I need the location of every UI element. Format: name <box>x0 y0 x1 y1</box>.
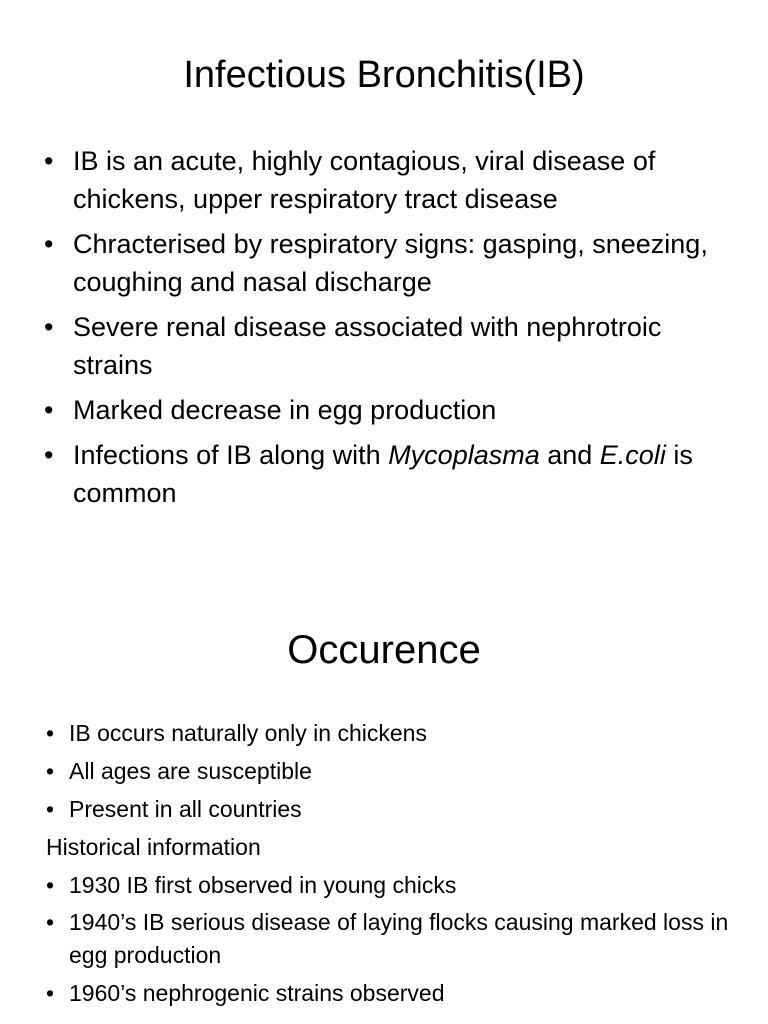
slide-title: Occurence <box>287 628 481 672</box>
bullet-list <box>46 716 736 1014</box>
text-fragment: and <box>539 440 600 470</box>
bullet-list <box>44 142 734 519</box>
list-item: • Marked decrease in egg production <box>44 391 734 429</box>
list-item: • IB is an acute, highly contagious, viral disease of chickens, upper respiratory tract disease <box>44 142 734 218</box>
italic-term-mycoplasma: Mycoplasma <box>388 440 540 470</box>
italic-term-ecoli: E.coli <box>599 440 666 470</box>
text-fragment: is common <box>73 440 693 508</box>
subheading: Historical information <box>46 834 261 860</box>
text-fragment: Infections of IB along with <box>73 440 389 470</box>
list-item: • Severe renal disease associated with nephrotroic strains <box>44 308 734 384</box>
list-item: • 1940’s IB serious disease of laying flocks causing marked loss in egg production <box>46 906 736 972</box>
list-item: • 1930 IB first observed in young chicks <box>46 868 736 902</box>
list-item: • All ages are susceptible <box>46 754 736 788</box>
list-item: • IB occurs naturally only in chickens <box>46 716 736 750</box>
slide-occurence <box>0 576 768 1024</box>
list-item: • 1960’s nephrogenic strains observed <box>46 976 736 1010</box>
list-item <box>44 436 734 512</box>
slide-title: Infectious Bronchitis(IB) <box>183 54 585 96</box>
list-item: • Present in all countries <box>46 792 736 826</box>
list-item: • Chracterised by respiratory signs: gasping, sneezing, coughing and nasal discharge <box>44 225 734 301</box>
